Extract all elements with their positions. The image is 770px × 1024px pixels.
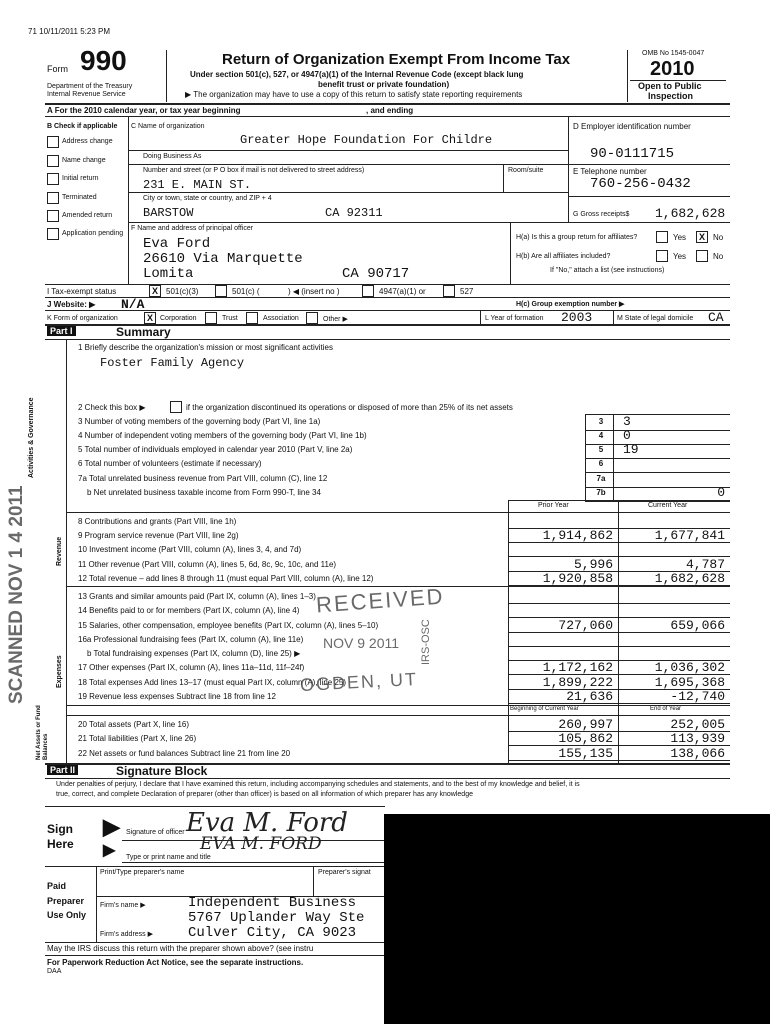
revenue-row-label: 10 Investment income (Part VIII, column (A), lines 3, 4, and 7d) xyxy=(78,545,302,554)
part1-title: Summary xyxy=(116,325,171,339)
line2-label: 2 Check this box ▶ xyxy=(78,403,146,412)
eoy-header: End of Year xyxy=(650,706,682,712)
expense-row-label: 19 Revenue less expenses Subtract line 18 from line 12 xyxy=(78,692,276,701)
gov-col-divider-2 xyxy=(613,414,614,500)
gov-line-number: 3 xyxy=(598,417,604,426)
ha-yes-checkbox[interactable] xyxy=(656,231,668,243)
type-name-label: Type or print name and title xyxy=(126,854,211,861)
dba-label: Doing Business As xyxy=(143,153,202,160)
gov-line-label: 7a Total unrelated business revenue from Part VIII, column (C), line 12 xyxy=(78,474,328,483)
revenue-row-prior: 1,914,862 xyxy=(542,528,613,543)
daa-label: DAA xyxy=(47,968,62,975)
preparer-name-label: Print/Type preparer's name xyxy=(100,869,185,876)
perjury-text-2: true, correct, and complete Declaration of preparer (other than officer) is based on all information of which preparer has any knowledge xyxy=(56,791,473,798)
preparer-signature-label: Preparer's signat xyxy=(318,869,371,876)
gov-line-number: 7b xyxy=(596,488,606,497)
hb-question: H(b) Are all affiliates included? xyxy=(516,253,611,260)
tax-year: 2010 xyxy=(650,58,695,80)
application-pending-label: Application pending xyxy=(62,230,124,237)
expense-row-label: 17 Other expenses (Part IX, column (A), lines 11a–11d, 11f–24f) xyxy=(78,663,305,672)
sign-label: Sign xyxy=(47,822,73,836)
terminated-checkbox[interactable] xyxy=(47,192,59,204)
expense-row-divider xyxy=(508,632,730,633)
year-formation-label: L Year of formation xyxy=(485,315,544,322)
form-number: 990 xyxy=(80,45,127,76)
asset-row-prior: 105,862 xyxy=(558,731,613,746)
section-c-label: C Name of organization xyxy=(131,123,205,130)
expense-row-current: -12,740 xyxy=(670,689,725,704)
501c-checkbox[interactable] xyxy=(215,285,227,297)
expense-row-current: 1,036,302 xyxy=(654,660,725,675)
address-change-label: Address change xyxy=(62,138,113,145)
scanned-stamp: SCANNED NOV 1 4 2011 xyxy=(6,485,27,704)
asset-row-current: 113,939 xyxy=(670,731,725,746)
expense-row-prior: 727,060 xyxy=(558,618,613,633)
gov-line-value: 0 xyxy=(623,428,631,443)
initial-return-checkbox[interactable] xyxy=(47,173,59,185)
revenue-row-label: 11 Other revenue (Part VIII, column (A), lines 5, 6d, 8c, 9c, 10c, and 11e) xyxy=(78,560,337,569)
current-year-header: Current Year xyxy=(648,502,688,509)
room-suite-label: Room/suite xyxy=(508,167,544,174)
gov-line-label: 3 Number of voting members of the governing body (Part VI, line 1a) xyxy=(78,417,321,426)
street-address: 231 E. MAIN ST. xyxy=(143,178,252,192)
amended-return-checkbox[interactable] xyxy=(47,210,59,222)
ein-value: 90-0111715 xyxy=(590,146,675,162)
other-label: Other ▶ xyxy=(323,316,348,323)
revenue-row-label: 12 Total revenue – add lines 8 through 11 (must equal Part VIII, column (A), line 12) xyxy=(78,574,374,583)
expense-row-divider xyxy=(508,646,730,647)
website-value: N/A xyxy=(121,297,145,312)
revenue-row-label: 9 Program service revenue (Part VIII, line 2g) xyxy=(78,531,239,540)
received-stamp: RECEIVED xyxy=(315,583,446,618)
terminated-label: Terminated xyxy=(62,194,97,201)
ha-yes-label: Yes xyxy=(673,233,687,242)
asset-row-prior: 155,135 xyxy=(558,746,613,761)
gross-receipts-label: G Gross receipts$ xyxy=(573,211,630,218)
gov-line-number: 7a xyxy=(596,474,606,483)
state-domicile-label: M State of legal domicile xyxy=(617,315,694,322)
paperwork-notice: For Paperwork Reduction Act Notice, see the separate instructions. xyxy=(47,958,304,967)
officer-street: 26610 Via Marquette xyxy=(143,251,303,267)
ogden-stamp: OGDEN, UT xyxy=(299,668,419,696)
ha-question: H(a) Is this a group return for affiliates? xyxy=(516,234,638,241)
open-inspection: Inspection xyxy=(648,91,694,101)
prior-year-header: Prior Year xyxy=(538,502,569,509)
gov-line-label: 4 Number of independent voting members of the governing body (Part VI, line 1b) xyxy=(78,431,367,440)
initial-return-label: Initial return xyxy=(62,175,99,182)
firm-name: Independent Business xyxy=(188,895,357,911)
line-a-end: , and ending xyxy=(366,106,414,115)
hb-no-label: No xyxy=(713,252,724,261)
use-only-label: Use Only xyxy=(47,910,87,920)
perjury-text-1: Under penalties of perjury, I declare that I have examined this return, including accompanying schedules and statements, and to the best of my knowledge and belief, it is xyxy=(56,781,580,788)
street-label: Number and street (or P O box if mail is not delivered to street address) xyxy=(143,167,365,174)
application-pending-checkbox[interactable] xyxy=(47,228,59,240)
expense-row-label: 13 Grants and similar amounts paid (Part IX, column (A), lines 1–3) xyxy=(78,592,316,601)
corporation-checkbox[interactable]: X xyxy=(144,312,156,324)
expense-row-label: 16a Professional fundraising fees (Part IX, column (A), line 11e) xyxy=(78,635,304,644)
name-change-checkbox[interactable] xyxy=(47,155,59,167)
asset-row-label: 21 Total liabilities (Part X, line 26) xyxy=(78,734,197,743)
ein-label: D Employer identification number xyxy=(573,122,691,131)
revenue-row-prior: 1,920,858 xyxy=(542,571,613,586)
address-change-checkbox[interactable] xyxy=(47,136,59,148)
city-value: BARSTOW xyxy=(143,206,194,220)
revenue-row-current: 1,677,841 xyxy=(654,528,725,543)
officer-label: F Name and address of principal officer xyxy=(131,225,254,232)
revenue-row-prior: 5,996 xyxy=(573,557,613,572)
paid-label: Paid xyxy=(47,881,67,891)
org-name: Greater Hope Foundation For Childre xyxy=(240,133,493,147)
mission-text: Foster Family Agency xyxy=(100,356,245,370)
irs-discuss-text: May the IRS discuss this return with the preparer shown above? (see instru xyxy=(47,944,314,953)
phone-label: E Telephone number xyxy=(573,167,647,176)
part1-label: Part I xyxy=(47,326,76,336)
signature-label: Signature of officer xyxy=(126,829,185,836)
gov-line-label: 5 Total number of individuals employed in calendar year 2010 (Part V, line 2a) xyxy=(78,445,353,454)
boy-header: Beginning of Current Year xyxy=(510,706,579,712)
asset-row-label: 20 Total assets (Part X, line 16) xyxy=(78,720,190,729)
501c-label: 501(c) ( xyxy=(232,287,260,296)
sign-arrow-icon-2: ▶ xyxy=(103,842,116,859)
website-label: J Website: ▶ xyxy=(47,300,96,309)
hb-no-checkbox[interactable] xyxy=(696,250,708,262)
ha-no-label: No xyxy=(713,233,724,242)
expense-row-divider xyxy=(508,703,730,704)
state-domicile-value: CA xyxy=(708,310,724,325)
redaction-block xyxy=(384,814,770,1024)
association-label: Association xyxy=(263,315,299,322)
gov-line-value: 3 xyxy=(623,414,631,429)
527-checkbox[interactable] xyxy=(443,285,455,297)
part2-label: Part II xyxy=(47,765,78,775)
asset-row-prior: 260,997 xyxy=(558,717,613,732)
expense-row-prior: 21,636 xyxy=(566,689,613,704)
preparer-label: Preparer xyxy=(47,896,85,906)
expense-row-label: 18 Total expenses Add lines 13–17 (must equal Part IX, column (A), line 25) xyxy=(78,678,347,687)
firm-name-label: Firm's name ▶ xyxy=(100,902,146,909)
city-label: City or town, state or country, and ZIP + 4 xyxy=(143,195,272,202)
expense-row-divider xyxy=(508,603,730,604)
hb-yes-label: Yes xyxy=(673,252,687,261)
trust-checkbox[interactable] xyxy=(205,312,217,324)
hb-note: If "No," attach a list (see instructions) xyxy=(550,267,665,274)
expense-row-current: 659,066 xyxy=(670,618,725,633)
501c3-label: 501(c)(3) xyxy=(166,287,199,296)
year-formation-value: 2003 xyxy=(561,310,593,325)
gov-line-number: 4 xyxy=(598,431,604,440)
phone-value: 760-256-0432 xyxy=(590,176,691,192)
asset-row-current: 252,005 xyxy=(670,717,725,732)
fax-header: 71 10/11/2011 5:23 PM xyxy=(28,27,110,36)
discontinued-checkbox[interactable] xyxy=(170,401,182,413)
527-label: 527 xyxy=(460,287,474,296)
revenue-row-current: 4,787 xyxy=(685,557,725,572)
asset-row-label: 22 Net assets or fund balances Subtract line 21 from line 20 xyxy=(78,749,291,758)
revenue-label: Revenue xyxy=(56,536,63,566)
gov-line-number: 5 xyxy=(598,445,604,454)
form-of-org-label: K Form of organization xyxy=(47,315,118,322)
form-subtitle-3: ▶ The organization may have to use a copy of this return to satisfy state reporting requirements xyxy=(185,90,523,99)
firm-address-label: Firm's address ▶ xyxy=(100,931,154,938)
received-date-stamp: NOV 9 2011 xyxy=(323,635,400,651)
officer-city: Lomita xyxy=(143,266,194,282)
hc-label: H(c) Group exemption number ▶ xyxy=(516,301,625,308)
association-checkbox[interactable] xyxy=(246,312,258,324)
tax-exempt-label: I Tax-exempt status xyxy=(47,287,117,296)
4947-checkbox[interactable] xyxy=(362,285,374,297)
insert-no-label: ) ◀ (insert no ) xyxy=(288,287,340,296)
expense-row-prior: 1,899,222 xyxy=(542,675,613,690)
gov-line-label: b Net unrelated business taxable income from Form 990-T, line 34 xyxy=(87,488,321,497)
part2-title: Signature Block xyxy=(116,764,208,778)
sign-arrow-icon: ▶ xyxy=(103,814,120,839)
officer-name: Eva Ford xyxy=(143,236,211,252)
other-checkbox[interactable] xyxy=(306,312,318,324)
amended-return-label: Amended return xyxy=(62,212,113,219)
form-word: Form xyxy=(47,64,68,74)
irs-osc-stamp: IRS-OSC xyxy=(420,619,432,665)
officer-printed-name: EVA M. FORD xyxy=(200,834,322,854)
omb-number: OMB No 1545-0047 xyxy=(642,50,705,57)
gov-line-value: 0 xyxy=(717,485,725,500)
officer-state-zip: CA 90717 xyxy=(342,266,410,282)
trust-label: Trust xyxy=(222,315,238,322)
line2-text: if the organization discontinued its operations or disposed of more than 25% of its net assets xyxy=(186,403,513,412)
4947-label: 4947(a)(1) or xyxy=(379,287,426,296)
dept-irs: Internal Revenue Service xyxy=(47,91,126,98)
form-subtitle-2: benefit trust or private foundation) xyxy=(318,80,450,89)
gov-line-label: 6 Total number of volunteers (estimate if necessary) xyxy=(78,459,262,468)
revenue-row-current: 1,682,628 xyxy=(654,571,725,586)
gross-receipts-value: 1,682,628 xyxy=(655,206,726,221)
asset-row-divider xyxy=(508,760,730,761)
hb-yes-checkbox[interactable] xyxy=(656,250,668,262)
expense-row-prior: 1,172,162 xyxy=(542,660,613,675)
firm-address-2: Culver City, CA 9023 xyxy=(188,925,357,941)
expense-row-label: 15 Salaries, other compensation, employee benefits (Part IX, column (A), lines 5–10) xyxy=(78,621,379,630)
ha-no-checkbox[interactable]: X xyxy=(696,231,708,243)
line1-label: 1 Briefly describe the organization's mission or most significant activities xyxy=(78,343,333,352)
corporation-label: Corporation xyxy=(160,315,197,322)
revenue-row-divider xyxy=(508,542,730,543)
firm-address-1: 5767 Uplander Way Ste xyxy=(188,910,365,926)
form-title: Return of Organization Exempt From Income Tax xyxy=(222,51,571,68)
asset-row-current: 138,066 xyxy=(670,746,725,761)
activities-governance-label: Activities & Governance xyxy=(28,397,35,478)
expense-row-label: 14 Benefits paid to or for members (Part IX, column (A), line 4) xyxy=(78,606,300,615)
here-label: Here xyxy=(47,837,74,851)
name-change-label: Name change xyxy=(62,157,106,164)
expense-row-current: 1,695,368 xyxy=(654,675,725,690)
officer-signature: Eva M. Ford xyxy=(186,808,348,838)
gov-col-divider xyxy=(585,414,586,500)
expense-row-label: b Total fundraising expenses (Part IX, column (D), line 25) ▶ xyxy=(87,649,301,658)
net-assets-label: Net Assets or Fund Balances xyxy=(36,705,49,760)
revenue-row-label: 8 Contributions and grants (Part VIII, line 1h) xyxy=(78,517,237,526)
501c3-checkbox[interactable]: X xyxy=(149,285,161,297)
open-public: Open to Public xyxy=(638,81,702,91)
form-subtitle-1: Under section 501(c), 527, or 4947(a)(1) of the Internal Revenue Code (except black lung xyxy=(190,70,524,79)
dept-treasury: Department of the Treasury xyxy=(47,83,133,90)
section-b-label: B Check if applicable xyxy=(47,123,118,130)
line-a: A For the 2010 calendar year, or tax year beginning xyxy=(47,106,241,115)
gov-line-number: 6 xyxy=(598,459,604,468)
state-zip: CA 92311 xyxy=(325,206,383,220)
gov-line-value: 19 xyxy=(623,442,639,457)
expenses-label: Expenses xyxy=(56,655,63,688)
